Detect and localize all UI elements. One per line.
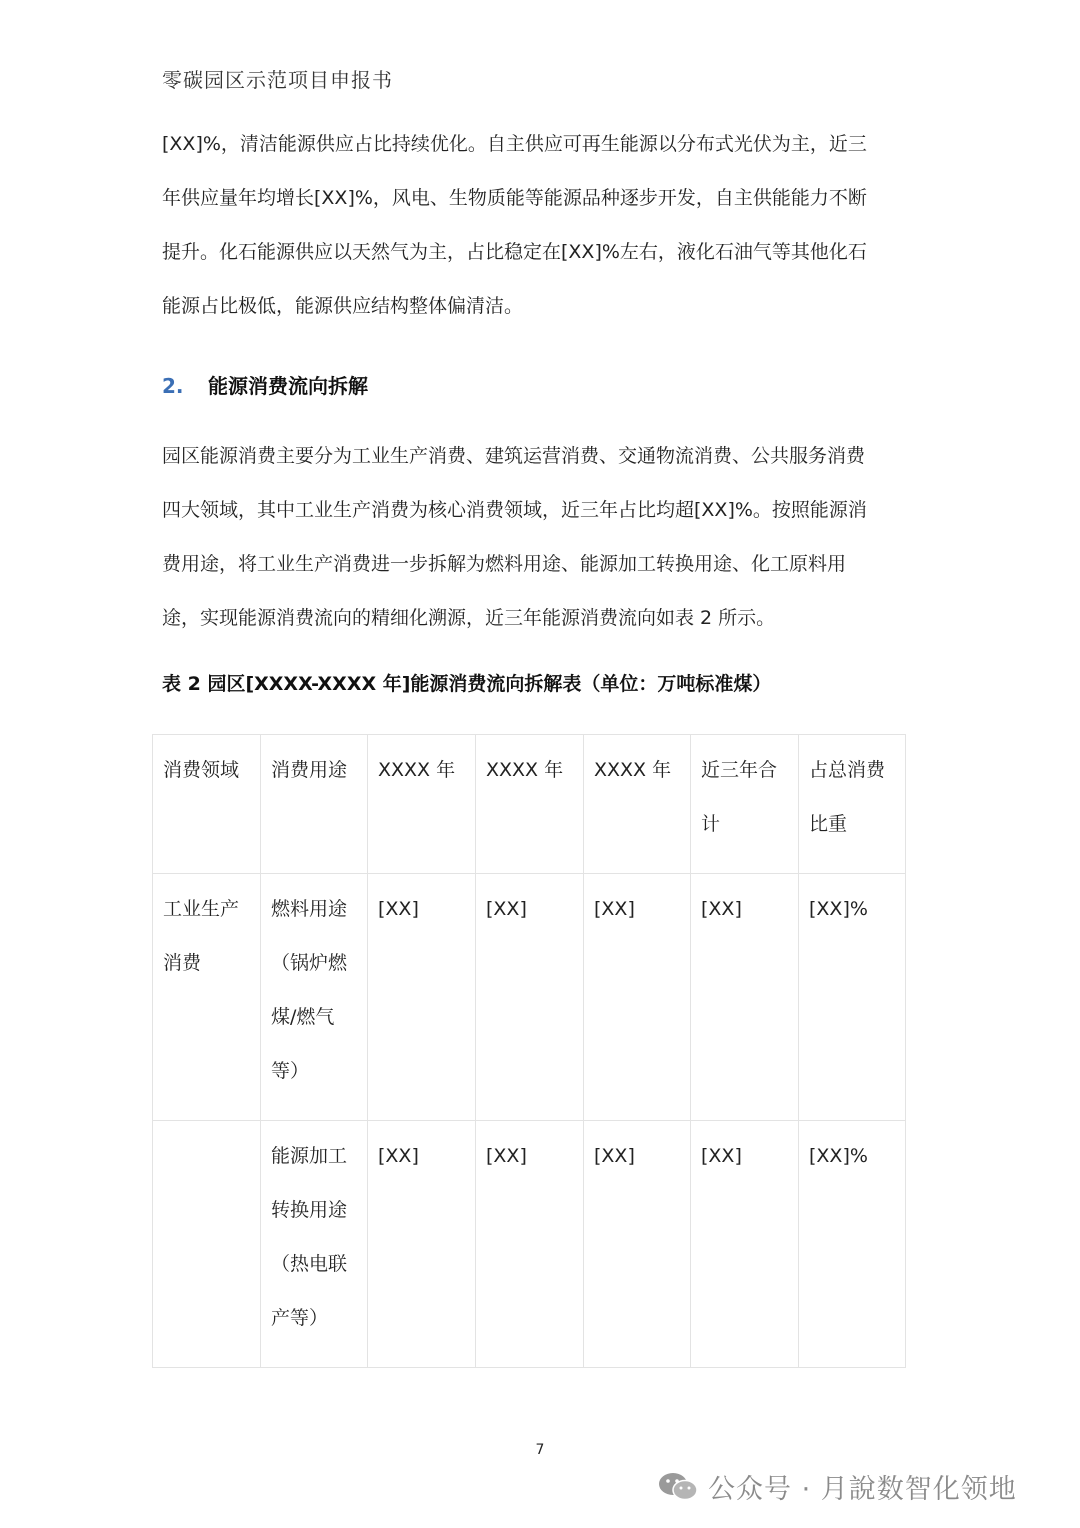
table-cell: [XX] [691, 1121, 799, 1368]
section-heading [162, 366, 368, 406]
energy-consumption-table [152, 734, 906, 1368]
table-row [153, 1121, 906, 1368]
wechat-icon [656, 1470, 700, 1502]
table-row [153, 874, 906, 1121]
table-cell: [XX] [476, 1121, 584, 1368]
table-cell: [XX]% [799, 1121, 906, 1368]
paragraph-line: 能源占比极低，能源供应结构整体偏清洁。 [162, 295, 524, 317]
table-cell: [XX] [584, 874, 691, 1121]
paragraph-line: 园区能源消费主要分为工业生产消费、建筑运营消费、交通物流消费、公共服务消费 [162, 445, 866, 467]
table-cell: 燃料用途（锅炉燃煤/燃气等） [261, 874, 368, 1121]
table-cell: [XX] [584, 1121, 691, 1368]
table-header-cell: XXXX 年 [368, 735, 476, 874]
table-caption: 表 2 园区[XXXX-XXXX 年]能源消费流向拆解表（单位：万吨标准煤） [162, 673, 772, 695]
table-cell: [XX]% [799, 874, 906, 1121]
watermark [656, 1466, 1017, 1506]
table-header-cell: XXXX 年 [584, 735, 691, 874]
paragraph-line: 年供应量年均增长[XX]%，风电、生物质能等能源品种逐步开发，自主供能能力不断 [162, 187, 867, 209]
table-cell: 能源加工转换用途（热电联产等） [261, 1121, 368, 1368]
table-header-cell: 占总消费比重 [799, 735, 906, 874]
paragraph-energy-supply [162, 117, 907, 333]
table-cell [153, 1121, 261, 1368]
document-header: 零碳园区示范项目申报书 [162, 68, 393, 92]
page-number: 7 [535, 1442, 545, 1458]
table-cell: [XX] [691, 874, 799, 1121]
paragraph-line: 提升。化石能源供应以天然气为主，占比稳定在[XX]%左右，液化石油气等其他化石 [162, 241, 867, 263]
table-header-cell: 消费领域 [153, 735, 261, 874]
paragraph-line: 途，实现能源消费流向的精细化溯源，近三年能源消费流向如表 2 所示。 [162, 607, 776, 629]
paragraph-line: [XX]%，清洁能源供应占比持续优化。自主供应可再生能源以分布式光伏为主，近三 [162, 133, 867, 155]
watermark-text: 公众号 · 月說数智化领地 [708, 1473, 1017, 1505]
table-cell: 工业生产消费 [153, 874, 261, 1121]
table-cell: [XX] [368, 1121, 476, 1368]
section-title: 能源消费流向拆解 [208, 374, 368, 398]
section-number: 2. [162, 374, 184, 398]
paragraph-line: 四大领域，其中工业生产消费为核心消费领域，近三年占比均超[XX]%。按照能源消 [162, 499, 867, 521]
paragraph-energy-consumption [162, 429, 907, 645]
table-header-cell: 近三年合计 [691, 735, 799, 874]
table-header-row [153, 735, 906, 874]
table-cell: [XX] [476, 874, 584, 1121]
table-header-cell: XXXX 年 [476, 735, 584, 874]
table-cell: [XX] [368, 874, 476, 1121]
table-header-cell: 消费用途 [261, 735, 368, 874]
paragraph-line: 费用途，将工业生产消费进一步拆解为燃料用途、能源加工转换用途、化工原料用 [162, 553, 847, 575]
